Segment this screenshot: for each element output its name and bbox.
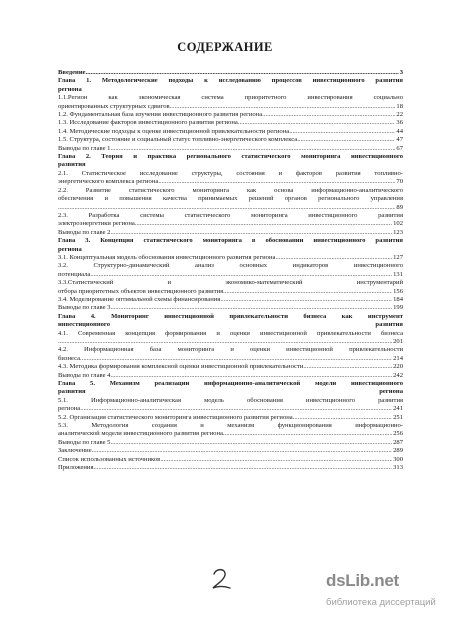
toc-chapter bbox=[58, 77, 403, 94]
toc-page-number: 18 bbox=[396, 102, 403, 110]
toc-line bbox=[58, 439, 403, 447]
toc-page-number: 156 bbox=[393, 287, 403, 295]
toc-page-number: 22 bbox=[396, 111, 403, 119]
toc-page-number: 89 bbox=[396, 203, 403, 211]
toc-entry bbox=[58, 372, 403, 380]
toc-entry bbox=[58, 439, 403, 447]
toc-chapter bbox=[58, 153, 403, 170]
toc-line-text: 1.1.Регион как экономическая система приоритетного инвестирования социально bbox=[58, 94, 403, 102]
toc-line-text: потенциала ..... bbox=[58, 271, 392, 279]
toc-line-text: 5.2. Организация статистического мониторинга инвестиционного развития региона ..... bbox=[58, 414, 392, 422]
toc-line-text: Заключение ..... bbox=[58, 447, 392, 455]
toc-entry bbox=[58, 422, 403, 439]
toc-line bbox=[58, 229, 403, 237]
toc-line-text bbox=[58, 338, 392, 346]
toc-chapter bbox=[58, 237, 403, 254]
toc-page-number: 131 bbox=[393, 270, 403, 278]
toc-entry bbox=[58, 145, 403, 153]
toc-line-text: Глава 3. Концепция статистического мониторинга в обосновании инвестиционного развития bbox=[58, 237, 403, 245]
toc-page-number: 214 bbox=[393, 354, 403, 362]
toc-entry bbox=[58, 296, 403, 304]
toc-page-number: 127 bbox=[393, 253, 403, 261]
toc-line-text: Глава 2. Теория и практика регионального статистического мониторинга инвестиционного bbox=[58, 153, 403, 161]
toc-page-number: 199 bbox=[393, 304, 403, 312]
toc-page-number: 67 bbox=[396, 144, 403, 152]
toc-line-text: энергетического комплекса региона ..... bbox=[58, 178, 395, 186]
watermark bbox=[326, 571, 442, 613]
toc-line-text: Список использованных источников ..... bbox=[58, 456, 392, 464]
toc-page-number: 251 bbox=[393, 413, 403, 421]
toc-line-text: Выводы по главе 1 ..... bbox=[58, 145, 395, 153]
toc-line bbox=[58, 136, 403, 144]
toc-line bbox=[58, 204, 403, 212]
toc-line bbox=[58, 405, 403, 413]
toc-line-text: 5.3. Методология создания и механизм функционирования информационно- bbox=[58, 422, 403, 430]
toc-page-number: 313 bbox=[393, 464, 403, 472]
toc-line-text: 2.2. Развитие статистического мониторинга как основа информационно-аналитического bbox=[58, 186, 403, 194]
toc-line-text: 4.2. Информационная база мониторинга и оценки инвестиционной привлекательности bbox=[58, 346, 403, 354]
table-of-contents bbox=[58, 69, 403, 473]
toc-line bbox=[58, 288, 403, 296]
toc-line-text: 3.4. Моделирование оптимальной схемы финансирования ..... bbox=[58, 296, 392, 304]
toc-line bbox=[58, 296, 403, 304]
toc-line bbox=[58, 119, 403, 127]
toc-line-text: 1.4. Методические подходы к оценке инвестиционной привлекательности региона ..... bbox=[58, 128, 395, 136]
toc-line bbox=[58, 464, 403, 472]
toc-line-text: электроэнергетики региона ..... bbox=[58, 220, 392, 228]
watermark-logo: dsLib.net bbox=[326, 571, 399, 590]
toc-line-text: Выводы по главе 2 ..... bbox=[58, 229, 392, 237]
toc-line-text: развития bbox=[58, 161, 86, 169]
toc-entry bbox=[58, 187, 403, 212]
toc-entry bbox=[58, 279, 403, 296]
toc-chapter bbox=[58, 313, 403, 330]
toc-entry bbox=[58, 119, 403, 127]
toc-line bbox=[58, 220, 403, 228]
toc-line-text: 3.1. Концептуальная модель обоснования инвестиционного развития региона ..... bbox=[58, 254, 392, 262]
toc-entry bbox=[58, 330, 403, 347]
toc-line-text: 1.3. Исследование факторов инвестиционного развития региона ..... bbox=[58, 119, 395, 127]
toc-entry bbox=[58, 456, 403, 464]
toc-page-number: 102 bbox=[393, 220, 403, 228]
toc-page-number: 70 bbox=[396, 178, 403, 186]
toc-page-number: 3 bbox=[399, 69, 403, 76]
toc-entry bbox=[58, 262, 403, 279]
toc-entry bbox=[58, 397, 403, 414]
toc-line-text: Глава 4. Мониторинг инвестиционной привлекательности бизнеса как инструмент bbox=[58, 312, 403, 320]
toc-line-text: 1.2. Фундаментальная база изучения инвестиционного развития региона ..... bbox=[58, 111, 395, 119]
toc-entry bbox=[58, 128, 403, 136]
toc-entry bbox=[58, 229, 403, 237]
toc-line-text: 3.3.Статистический и экономико-математический инструментарий bbox=[58, 279, 403, 287]
toc-line-text: Введение ..... bbox=[58, 69, 399, 77]
toc-line-text: 4.3. Методика формирования комплексной оценки инвестиционной привлекательности ..... bbox=[58, 363, 392, 371]
toc-page-number: 123 bbox=[393, 228, 403, 236]
toc-page-number: 44 bbox=[396, 127, 403, 135]
toc-line-text: Выводы по главе 4 ..... bbox=[58, 372, 392, 380]
toc-page-number: 287 bbox=[393, 438, 403, 446]
toc-line bbox=[58, 178, 403, 186]
toc-line-text: региона bbox=[58, 85, 82, 93]
toc-line bbox=[58, 69, 403, 77]
toc-line-text: аналитической модели инвестиционного развития региона ..... bbox=[58, 430, 392, 438]
toc-page-number: 47 bbox=[396, 136, 403, 144]
toc-line-text: Приложения ..... bbox=[58, 464, 392, 472]
toc-line-text bbox=[58, 204, 395, 212]
toc-line bbox=[58, 447, 403, 455]
toc-entry bbox=[58, 363, 403, 371]
toc-entry bbox=[58, 94, 403, 111]
toc-line-text: Выводы по главе 5 ..... bbox=[58, 439, 392, 447]
toc-entry bbox=[58, 136, 403, 144]
toc-line bbox=[58, 338, 403, 346]
toc-page-number: 256 bbox=[393, 430, 403, 438]
toc-page-number: 201 bbox=[393, 338, 403, 345]
toc-line-text: ориентированных структурных сдвигов ..... bbox=[58, 103, 395, 111]
toc-chapter bbox=[58, 380, 403, 397]
toc-line-text: развития региона bbox=[58, 388, 403, 396]
toc-line-text: 5.1. Информационно-аналитическая модель обоснования инвестиционного развития bbox=[58, 396, 403, 404]
toc-line-text: 4.1. Современная концепция формирования и оценки инвестиционной привлекательности бизнеса bbox=[58, 329, 403, 337]
handwritten-page-number bbox=[208, 566, 234, 592]
toc-entry bbox=[58, 304, 403, 312]
toc-page-number: 184 bbox=[393, 295, 403, 303]
toc-entry bbox=[58, 346, 403, 363]
toc-page-number: 300 bbox=[393, 455, 403, 463]
toc-page-number: 242 bbox=[393, 371, 403, 379]
toc-line-text: Выводы по главе 3 ..... bbox=[58, 304, 392, 312]
toc-entry bbox=[58, 414, 403, 422]
toc-entry bbox=[58, 69, 403, 77]
toc-entry bbox=[58, 254, 403, 262]
toc-line-text: региона ..... bbox=[58, 405, 392, 413]
toc-line bbox=[58, 430, 403, 438]
toc-line bbox=[58, 103, 403, 111]
toc-line bbox=[58, 414, 403, 422]
toc-line-text: 1.5. Структура, состояние и социальный статус топливно-энергетического комплекса ..... bbox=[58, 136, 395, 144]
toc-line-text: региона bbox=[58, 245, 82, 253]
toc-line bbox=[58, 111, 403, 119]
page-title: СОДЕРЖАНИЕ bbox=[177, 40, 273, 54]
toc-line-text: инвестиционного развития bbox=[58, 321, 403, 329]
toc-entry bbox=[58, 212, 403, 229]
toc-page-number: 289 bbox=[393, 447, 403, 455]
toc-line bbox=[58, 372, 403, 380]
toc-line-text: отбора приоритетных объектов инвестиционного развития ..... bbox=[58, 288, 392, 296]
toc-line-text: Глава 5. Механизм реализации информационно-аналитической модели инвестиционного bbox=[58, 380, 403, 388]
toc-page-number: 220 bbox=[393, 363, 403, 371]
toc-line-text: Глава 1. Методологические подходы к исследованию процессов инвестиционного развития bbox=[58, 77, 403, 85]
toc-line bbox=[58, 271, 403, 279]
toc-line-text: 3.2. Структурно-динамический анализ основных индикаторов инвестиционного bbox=[58, 262, 403, 270]
watermark-subtitle: библиотека диссертаций bbox=[326, 597, 436, 608]
toc-page-number: 241 bbox=[393, 405, 403, 413]
toc-line bbox=[58, 145, 403, 153]
toc-line-text: 2.1. Статистическое исследование структуры, состояния и факторов развития топливно- bbox=[58, 169, 403, 177]
toc-entry bbox=[58, 464, 403, 472]
toc-entry bbox=[58, 111, 403, 119]
toc-line bbox=[58, 456, 403, 464]
toc-line bbox=[58, 128, 403, 136]
toc-line bbox=[58, 254, 403, 262]
toc-page-number: 36 bbox=[396, 119, 403, 127]
toc-line-text: обеспечения и повышения качества принимаемых решений органов регионального управления bbox=[58, 195, 403, 203]
toc-line-text: 2.3. Разработка системы статистического мониторинга инвестиционного развития bbox=[58, 211, 403, 219]
toc-line bbox=[58, 363, 403, 371]
toc-line-text: бизнеса ..... bbox=[58, 355, 392, 363]
toc-line bbox=[58, 304, 403, 312]
toc-entry bbox=[58, 170, 403, 187]
toc-entry bbox=[58, 447, 403, 455]
toc-line bbox=[58, 355, 403, 363]
